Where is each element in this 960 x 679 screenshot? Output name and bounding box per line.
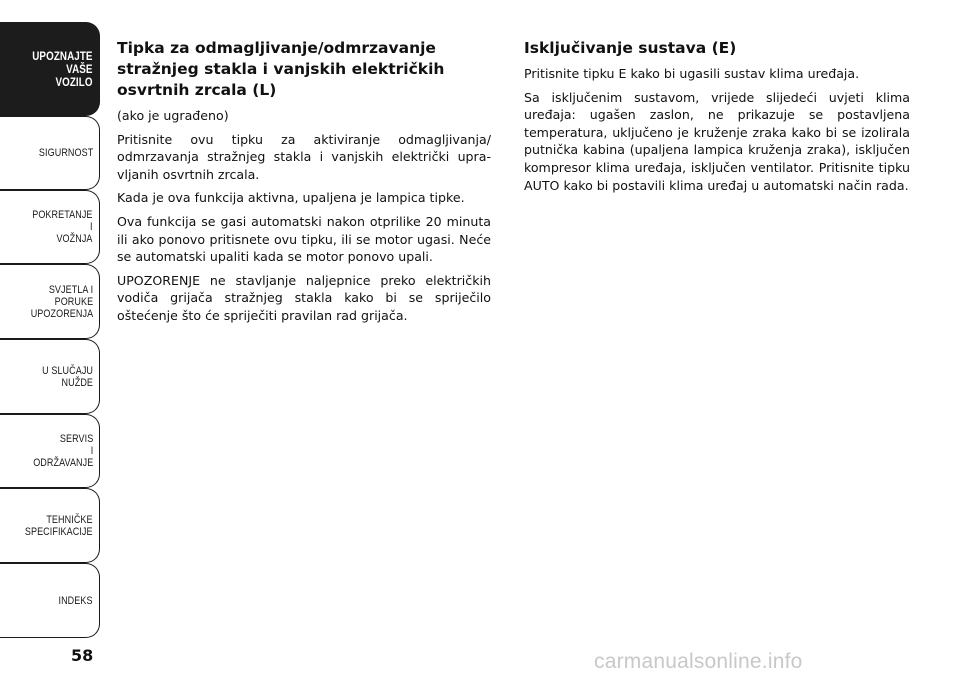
tab-label: INDEKS (58, 594, 93, 607)
tab-label: SIGURNOST (38, 147, 93, 159)
tab-pokretanje-i-voznja[interactable] (0, 190, 100, 264)
paragraph: (ako je ugrađeno) (117, 108, 229, 123)
tab-tehnicke-specifikacije[interactable] (0, 488, 100, 563)
paragraph: Ova funkcija se gasi automatski nakon otprilike 20 minuta ili ako ponovo pritisnete ovu tipku, ili se motor ugasi. Neće se automatski upaliti kada se motor ponovo upali. (117, 213, 491, 265)
tab-sigurnost[interactable] (0, 116, 100, 190)
page-number: 58 (71, 646, 94, 665)
tab-servis-i-odrzavanje[interactable] (0, 414, 100, 488)
tab-label: TEHNIČKE SPECIFIKACIJE (25, 513, 93, 538)
paragraph: Sa isključenim sustavom, vrijede slijedeći uvjeti klima uređaja: ugašen zaslon, ne prikazuje se postavljena temperatura, uključeno je kruženje zraka kako bi se izolirala putnička kabina (upaljena lampica kruženja zraka), isključen kompresor klima uređaja, isključen ventilator. Pritisnite tipku AUTO kako bi postavili klima uređaj u automatski način rada. (524, 89, 910, 193)
left-column (117, 38, 491, 331)
tab-label: SVJETLA I PORUKE UPOZORENJA (30, 283, 93, 320)
right-column (524, 38, 910, 200)
tab-svjetla-i-poruke[interactable] (0, 264, 100, 339)
tab-upoznajte-vase-vozilo[interactable] (0, 22, 100, 116)
paragraph: Kada je ova funkcija aktivna, upaljena je lampica tipke. (117, 190, 465, 206)
tab-label: SERVIS I ODRŽAVANJE (32, 433, 93, 469)
tab-label: POKRETANJE I VOŽNJA (32, 209, 93, 245)
tab-u-slucaju-nuzde[interactable] (0, 339, 100, 414)
tab-label: UPOZNAJTE VAŠE VOZILO (32, 48, 93, 89)
paragraph: Pritisnite ovu tipku za aktiviranje odmagljivanja/ odmrzavanja stražnjeg stakla i vanjskih električki upra- vljanih osvrtnih zrcala. (117, 131, 491, 182)
chapter-sidebar (0, 0, 103, 679)
section-heading: Tipka za odmagljivanje/odmrzavanje stražnjeg stakla i vanjskih električkih osvrtnih zrcala (L) (117, 39, 445, 99)
paragraph: UPOZORENJE ne stavljanje naljepnice preko električkih vodiča grijača stražnjeg stakla kako bi se spriječilo oštećenje što će spriječiti pravilan rad grijača. (117, 272, 491, 323)
tab-indeks[interactable] (0, 563, 100, 638)
paragraph: Pritisnite tipku E kako bi ugasili sustav klima uređaja. (524, 66, 860, 81)
tab-label: U SLUČAJU NUŽDE (42, 364, 93, 389)
watermark: carmanualsonline.info (594, 650, 803, 673)
section-heading: Isključivanje sustava (E) (524, 39, 737, 57)
